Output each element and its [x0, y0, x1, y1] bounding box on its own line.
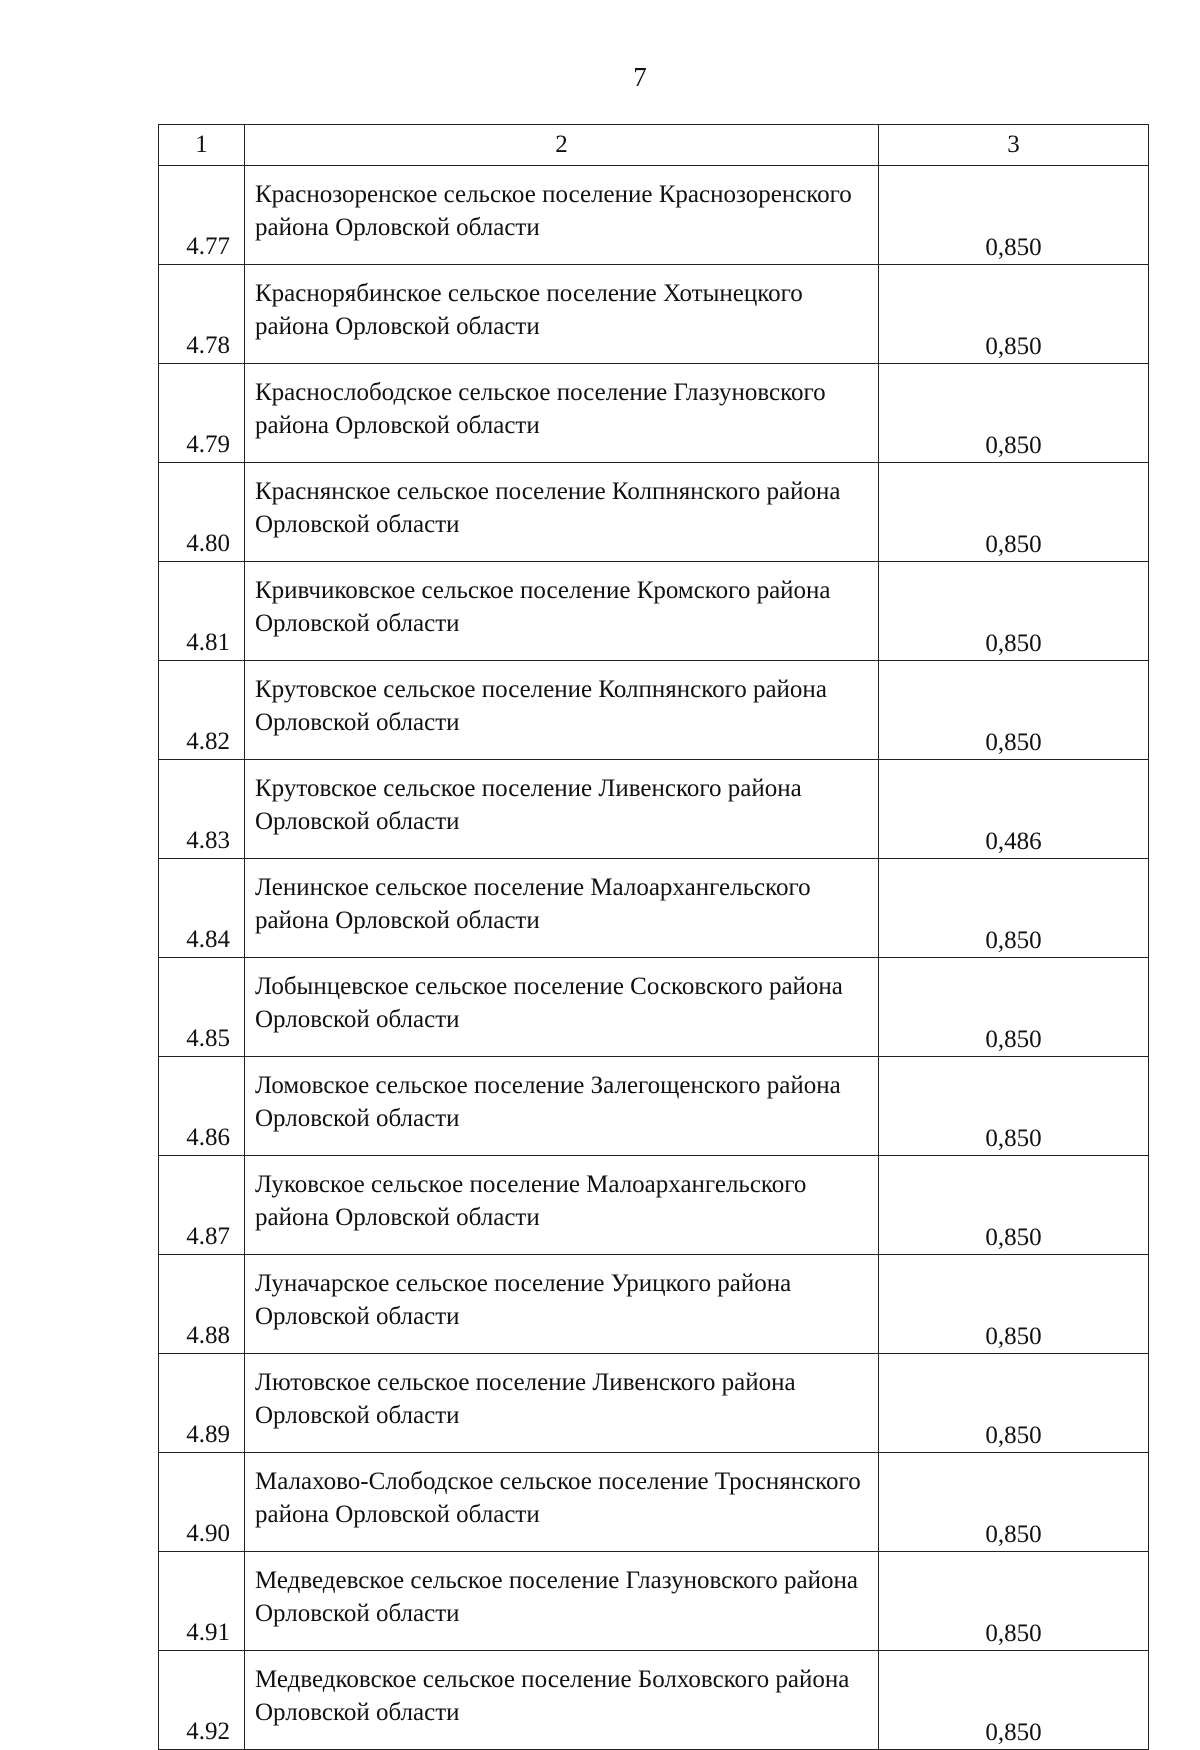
page-number: 7 — [633, 62, 647, 92]
row-number: 4.87 — [159, 1156, 245, 1255]
row-number: 4.92 — [159, 1651, 245, 1750]
column-header-name: 2 — [245, 125, 879, 166]
table-row — [159, 265, 1149, 364]
coefficient-value: 0,850 — [879, 1255, 1149, 1354]
row-number: 4.89 — [159, 1354, 245, 1453]
row-number: 4.79 — [159, 364, 245, 463]
settlement-name: Медведевское сельское поселение Глазуновского района Орловской области — [245, 1552, 879, 1651]
settlement-name: Лобынцевское сельское поселение Сосковского района Орловской области — [245, 958, 879, 1057]
coefficient-value: 0,850 — [879, 265, 1149, 364]
table-row — [159, 1156, 1149, 1255]
settlement-name: Лютовское сельское поселение Ливенского района Орловской области — [245, 1354, 879, 1453]
coefficient-value: 0,850 — [879, 958, 1149, 1057]
table-row — [159, 958, 1149, 1057]
row-number: 4.84 — [159, 859, 245, 958]
coefficient-value: 0,850 — [879, 1651, 1149, 1750]
row-number: 4.83 — [159, 760, 245, 859]
settlement-name: Краснорябинское сельское поселение Хотынецкого района Орловской области — [245, 265, 879, 364]
row-number: 4.86 — [159, 1057, 245, 1156]
settlement-name: Малахово-Слободское сельское поселение Троснянского района Орловской области — [245, 1453, 879, 1552]
settlement-name: Луковское сельское поселение Малоархангельского района Орловской области — [245, 1156, 879, 1255]
table-row — [159, 1453, 1149, 1552]
coefficient-value: 0,850 — [879, 166, 1149, 265]
coefficient-value: 0,850 — [879, 1453, 1149, 1552]
table-header-row — [159, 125, 1149, 166]
coefficient-value: 0,850 — [879, 364, 1149, 463]
table-row — [159, 1354, 1149, 1453]
data-table — [158, 124, 1149, 1750]
column-header-value: 3 — [879, 125, 1149, 166]
settlement-name: Крутовское сельское поселение Ливенского района Орловской области — [245, 760, 879, 859]
row-number: 4.77 — [159, 166, 245, 265]
table-row — [159, 859, 1149, 958]
row-number: 4.91 — [159, 1552, 245, 1651]
table-row — [159, 166, 1149, 265]
coefficient-value: 0,850 — [879, 1156, 1149, 1255]
coefficient-value: 0,850 — [879, 859, 1149, 958]
settlement-name: Краснозоренское сельское поселение Краснозоренского района Орловской области — [245, 166, 879, 265]
column-header-number: 1 — [159, 125, 245, 166]
coefficient-value: 0,850 — [879, 661, 1149, 760]
table-row — [159, 562, 1149, 661]
coefficient-value: 0,850 — [879, 1354, 1149, 1453]
table-row — [159, 661, 1149, 760]
table-row — [159, 1057, 1149, 1156]
settlement-name: Медведковское сельское поселение Болховского района Орловской области — [245, 1651, 879, 1750]
coefficient-value: 0,850 — [879, 562, 1149, 661]
row-number: 4.80 — [159, 463, 245, 562]
settlement-name: Ленинское сельское поселение Малоархангельского района Орловской области — [245, 859, 879, 958]
settlement-name: Краснянское сельское поселение Колпнянского района Орловской области — [245, 463, 879, 562]
table-row — [159, 1552, 1149, 1651]
table-row — [159, 463, 1149, 562]
settlement-name: Кривчиковское сельское поселение Кромского района Орловской области — [245, 562, 879, 661]
coefficient-value: 0,850 — [879, 1057, 1149, 1156]
table-row — [159, 760, 1149, 859]
table-row — [159, 1255, 1149, 1354]
coefficient-value: 0,486 — [879, 760, 1149, 859]
row-number: 4.81 — [159, 562, 245, 661]
row-number: 4.88 — [159, 1255, 245, 1354]
settlement-name: Ломовское сельское поселение Залегощенского района Орловской области — [245, 1057, 879, 1156]
coefficient-value: 0,850 — [879, 1552, 1149, 1651]
coefficient-value: 0,850 — [879, 463, 1149, 562]
table-row — [159, 364, 1149, 463]
table-row — [159, 1651, 1149, 1750]
row-number: 4.82 — [159, 661, 245, 760]
settlement-name: Крутовское сельское поселение Колпнянского района Орловской области — [245, 661, 879, 760]
row-number: 4.78 — [159, 265, 245, 364]
row-number: 4.85 — [159, 958, 245, 1057]
settlement-name: Луначарское сельское поселение Урицкого района Орловской области — [245, 1255, 879, 1354]
row-number: 4.90 — [159, 1453, 245, 1552]
settlement-name: Краснослободское сельское поселение Глазуновского района Орловской области — [245, 364, 879, 463]
